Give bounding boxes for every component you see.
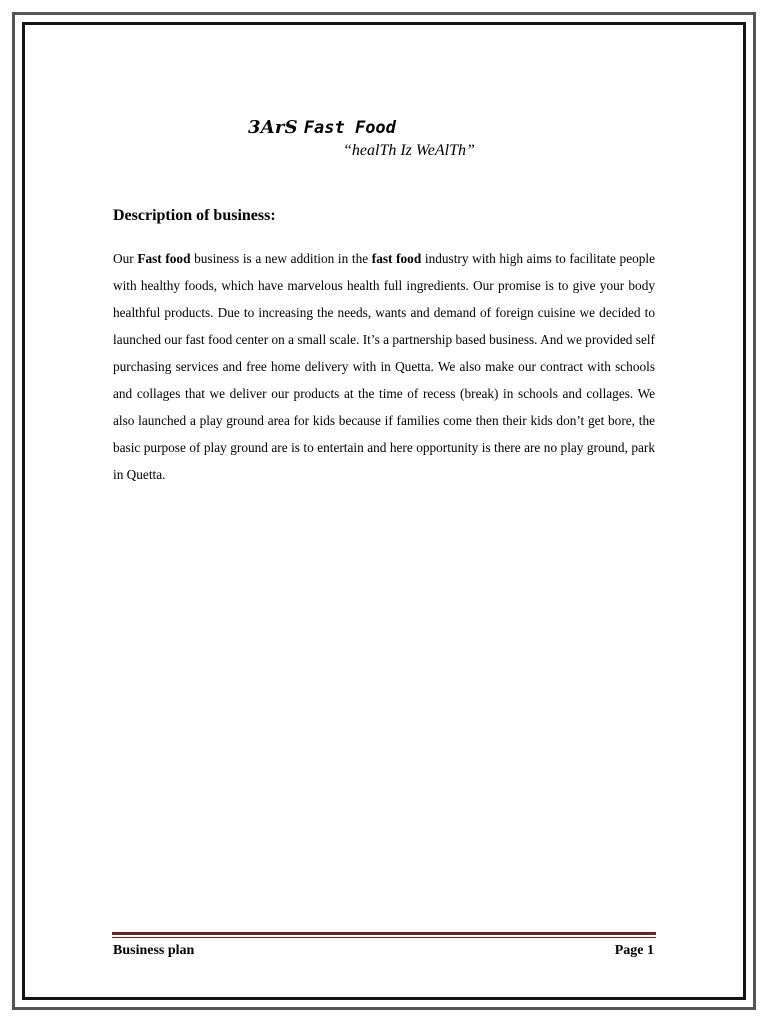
title-text: Fast Food (303, 118, 396, 138)
paragraph-bold-text: fast food (371, 251, 422, 266)
document-title (248, 117, 396, 138)
footer-page-number: Page 1 (614, 943, 654, 958)
tagline: “healTh Iz WeAlTh” (343, 142, 475, 159)
footer-document-label: Business plan (113, 943, 195, 958)
paragraph-text: Our (113, 251, 138, 266)
footer-divider-thin (112, 937, 656, 938)
section-heading: Description of business: (113, 207, 276, 224)
paragraph-bold-text: Fast food (137, 251, 191, 266)
brand-name: 3ArS (248, 117, 298, 138)
description-paragraph (113, 245, 655, 488)
footer-divider (112, 932, 656, 935)
paragraph-text: industry with high aims to facilitate people with healthy foods, which have marvelous health full ingredients. Our promise is to give your body healthful products. Due to increasing the needs, wants and demand of foreign cuisine we decided to launched our fast food center on a small scale. It’s a partnership based business. And we provided self purchasing services and free home delivery with in Quetta. We also make our contract with schools and collages that we deliver our products at the time of recess (break) in schools and collages. We also launched a play ground area for kids because if families come then their kids don’t get bore, the basic purpose of play ground are is to entertain and here opportunity is there are no play ground, park in Quetta. (113, 251, 656, 482)
paragraph-text: business is a new addition in the (190, 251, 372, 266)
page-border-inner (22, 22, 746, 1000)
